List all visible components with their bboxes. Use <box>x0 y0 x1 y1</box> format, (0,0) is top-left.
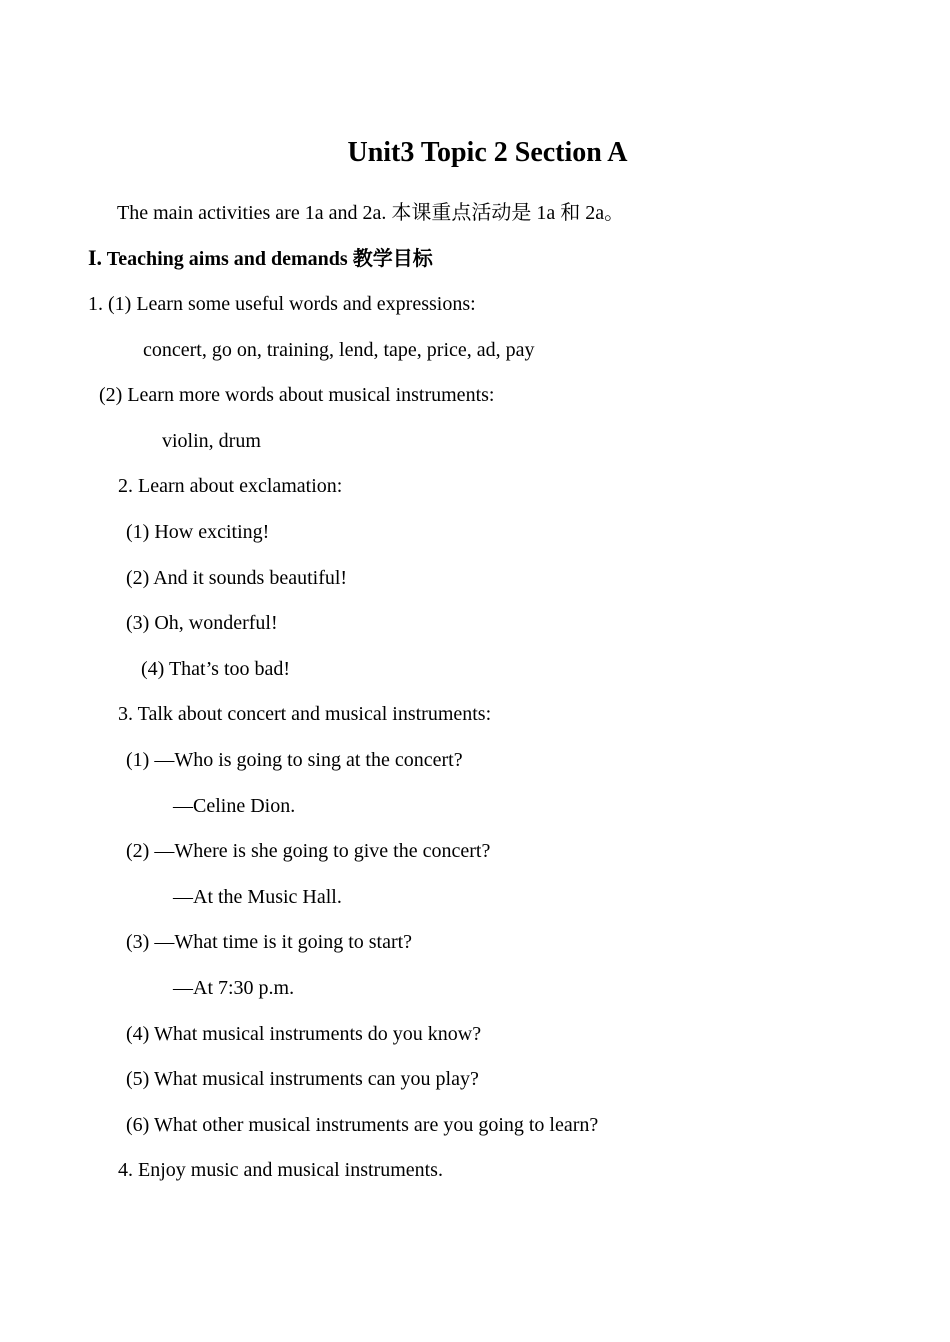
intro-paragraph: The main activities are 1a and 2a. 本课重点活动是 1a 和 2a。 <box>117 202 625 224</box>
dialogue-3-answer: —At 7:30 p.m. <box>173 977 295 999</box>
dialogue-1-answer: —Celine Dion. <box>173 795 296 817</box>
dialogue-3-question: (3) —What time is it going to start? <box>126 931 413 953</box>
aim-1-item-2: (2) Learn more words about musical instruments: <box>99 384 495 406</box>
aim-3-heading: 3. Talk about concert and musical instruments: <box>118 703 492 725</box>
exclamation-2: (2) And it sounds beautiful! <box>126 567 348 589</box>
section-numeral: I. <box>88 245 103 270</box>
exclamation-3: (3) Oh, wonderful! <box>126 612 278 634</box>
document-title: Unit3 Topic 2 Section A <box>347 137 628 168</box>
section-heading-text: Teaching aims and demands 教学目标 <box>102 248 433 270</box>
aim-1-vocabulary-list: concert, go on, training, lend, tape, price, ad, pay <box>143 339 535 361</box>
question-4: (4) What musical instruments do you know? <box>126 1023 482 1045</box>
dialogue-1-question: (1) —Who is going to sing at the concert? <box>126 749 463 771</box>
exclamation-1: (1) How exciting! <box>126 521 270 543</box>
dialogue-2-question: (2) —Where is she going to give the concert? <box>126 840 491 862</box>
question-5: (5) What musical instruments can you play? <box>126 1068 479 1090</box>
exclamation-4: (4) That’s too bad! <box>141 658 291 680</box>
dialogue-2-answer: —At the Music Hall. <box>173 886 342 908</box>
aim-1-instrument-words: violin, drum <box>162 430 261 452</box>
section-heading <box>88 246 433 271</box>
aim-4-heading: 4. Enjoy music and musical instruments. <box>118 1159 443 1181</box>
aim-2-heading: 2. Learn about exclamation: <box>118 475 343 497</box>
aim-1-item-1: 1. (1) Learn some useful words and expressions: <box>88 293 476 315</box>
question-6: (6) What other musical instruments are you going to learn? <box>126 1114 599 1136</box>
